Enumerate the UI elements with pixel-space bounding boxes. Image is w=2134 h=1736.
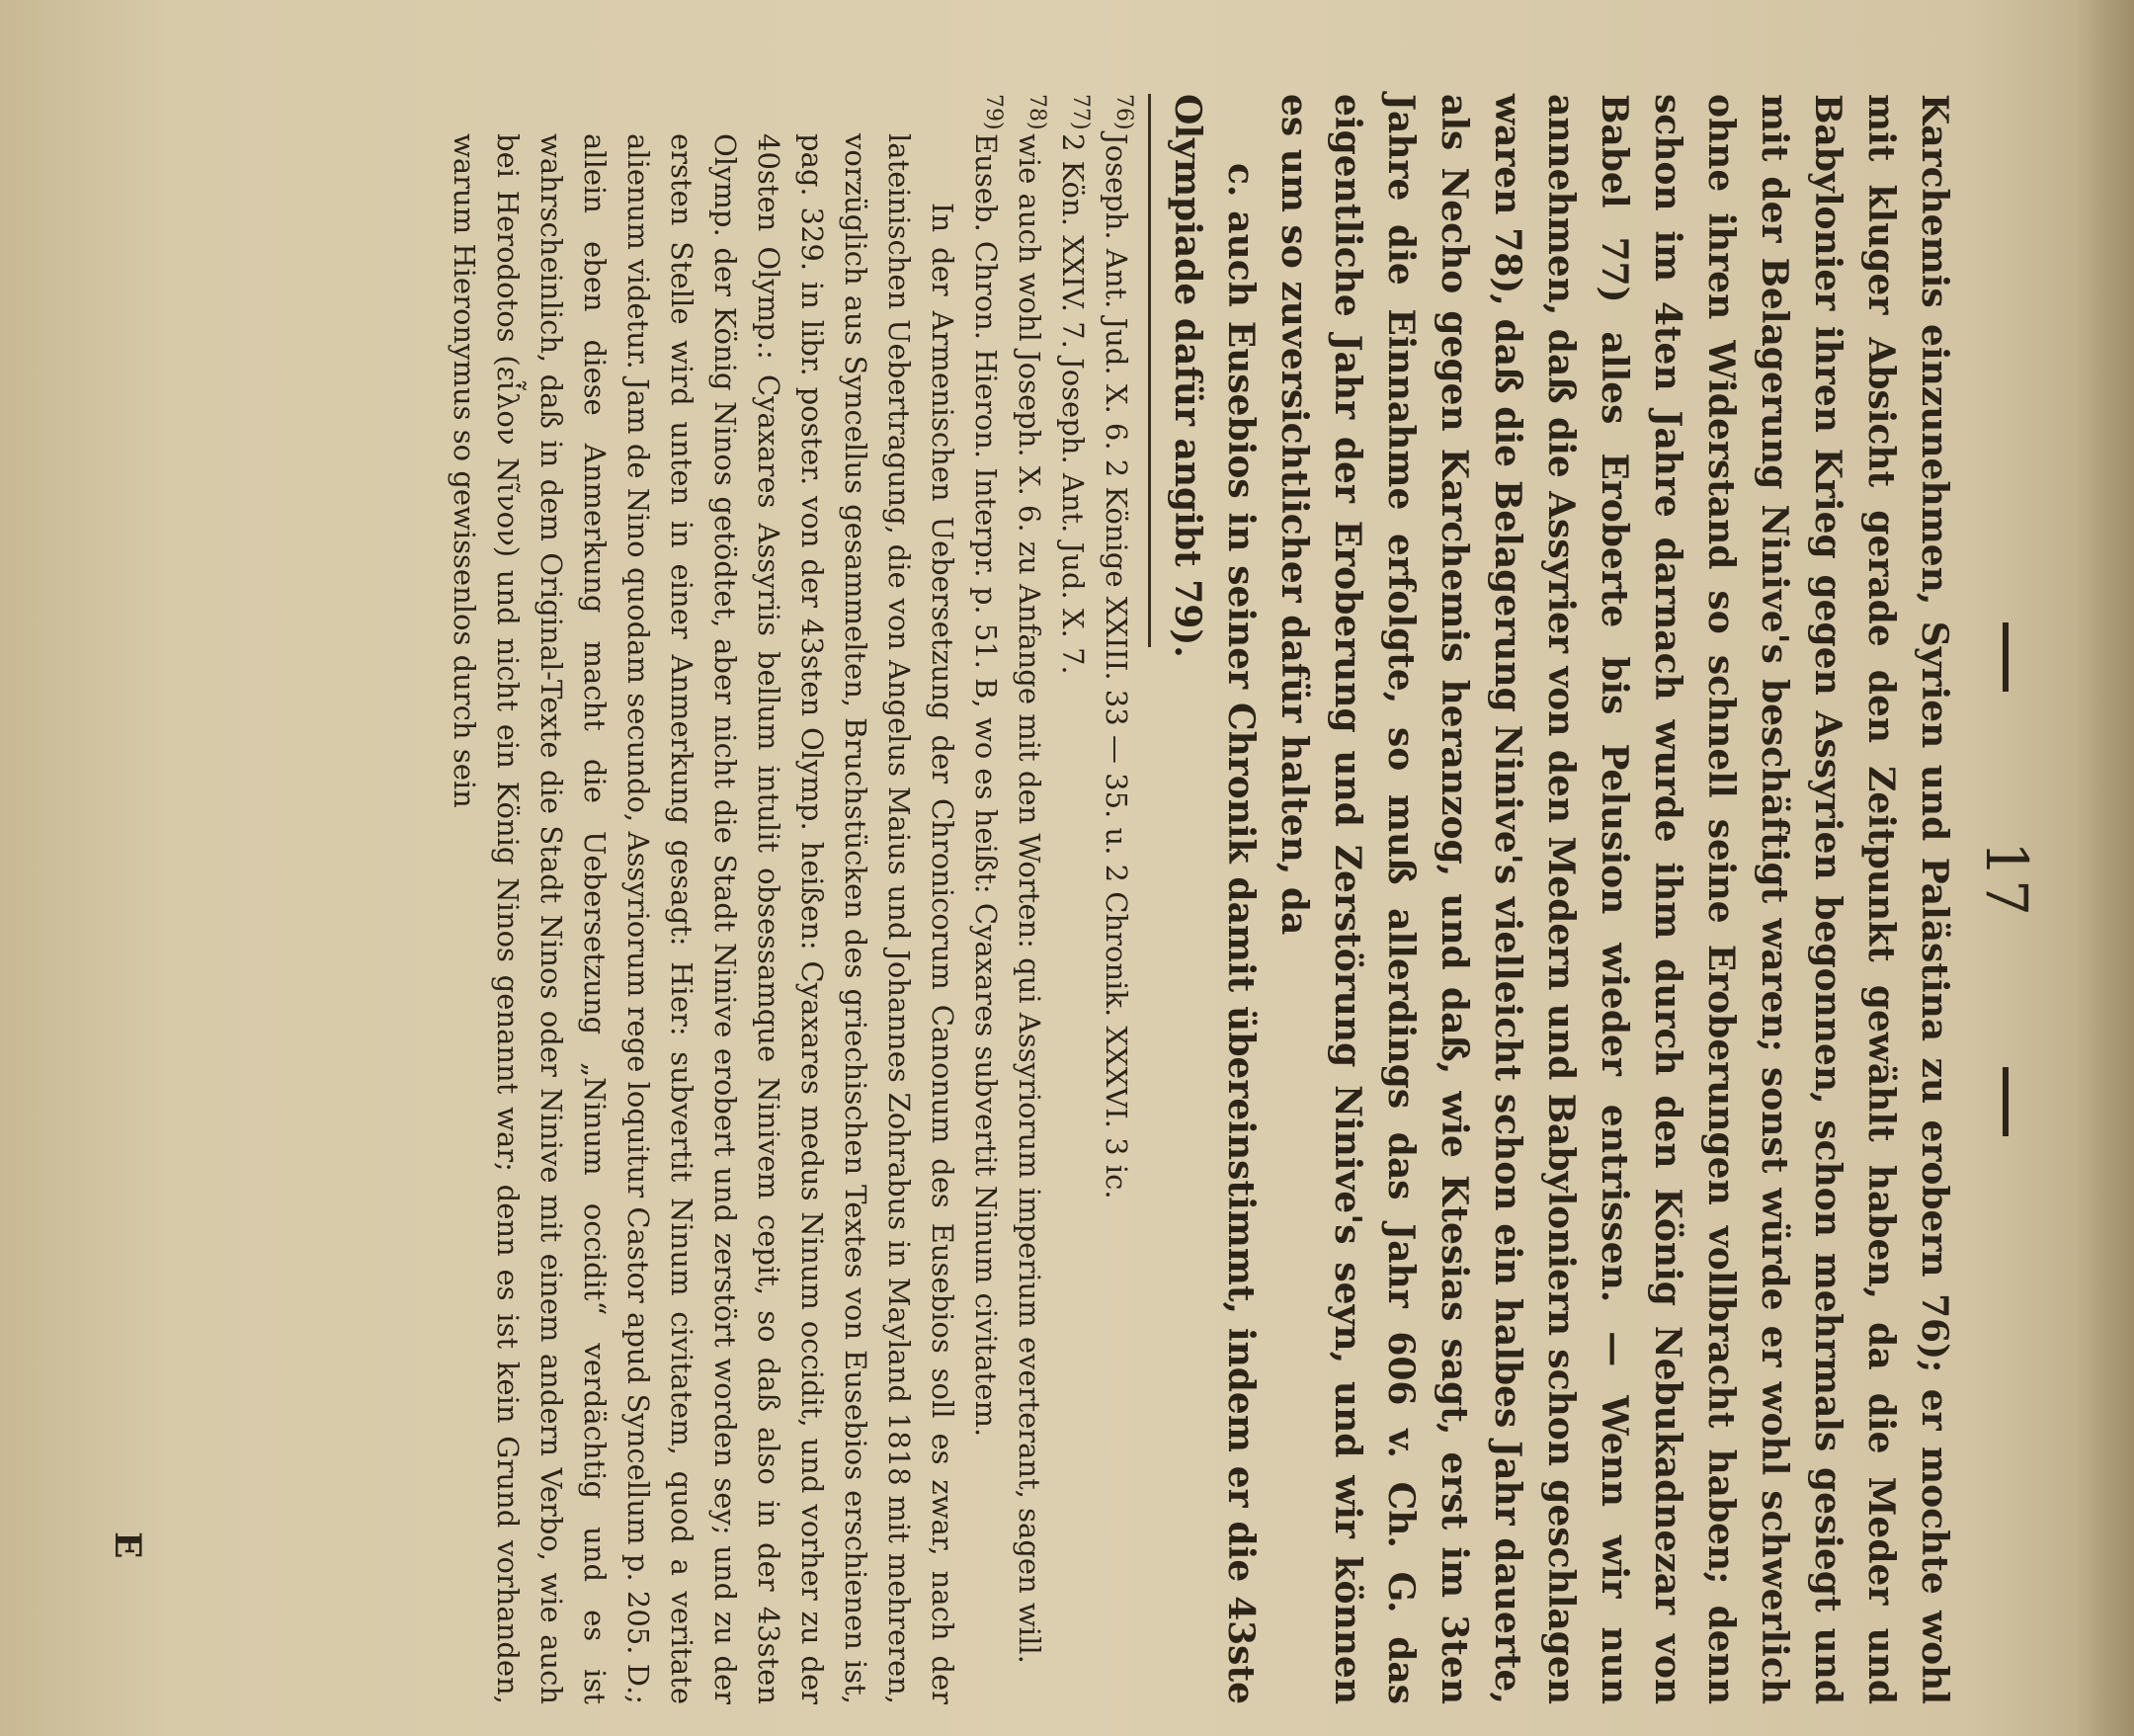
main-text-block <box>1161 94 1961 1704</box>
footnote-item: 77)2 Kön. XXIV. 7. Joseph. Ant. Jud. X. 7. <box>1056 94 1093 675</box>
footnote-continuation <box>443 94 964 1704</box>
footnote-item: 76)Joseph. Ant. Jud. X. 6. 2 Könige XXIII. 33 — 35. u. 2 Chronik. XXXVI. 3 ic. <box>1100 94 1136 1199</box>
header-dash-right <box>2003 1067 2009 1136</box>
footnote-item: 78)wie auch wohl Joseph. X. 6. zu Anfange mit den Worten: qui Assyriorum imperium everterant, sagen will. <box>1013 94 1049 1664</box>
footnote-item: 79)Euseb. Chron. Hieron. Interpr. p. 51. B, wo es heißt: Cyaxares subvertit Ninum civitatem. <box>969 94 1006 1438</box>
footnote-text: wie auch wohl Joseph. X. 6. zu Anfange mit den Worten: qui Assyriorum imperium everterant, sagen will. <box>1013 133 1046 1664</box>
footnotes-block <box>443 94 1138 1704</box>
footnote-text: 2 Kön. XXIV. 7. Joseph. Ant. Jud. X. 7. <box>1056 133 1090 675</box>
footnote-text: Euseb. Chron. Hieron. Interpr. p. 51. B, wo es heißt: Cyaxares subvertit Ninum civitatem. <box>969 133 1003 1438</box>
catchword: E <box>107 1531 148 1559</box>
main-paragraph: Karchemis einzunehmen, Syrien und Palästina zu erobern 76); er mochte wohl mit kluger Absicht gerade den Zeitpunkt gewählt haben, da die Meder und Babylonier ihren Krieg gegen Assyrien begonnen, schon mehrmals gesiegt und mit der Belagerung Ninive's beschäftigt waren; sonst würde er wohl schwerlich ohne ihren Widerstand so schnell seine Eroberungen vollbracht haben; denn schon im 4ten Jahre darnach wurde ihm durch den König Nebukadnezar von Babel 77) alles Eroberte bis Pelusion wieder entrissen. — Wenn wir nun annehmen, daß die Assyrier von den Medern und Babyloniern schon geschlagen waren 78), daß die Belagerung Ninive's vielleicht schon ein halbes Jahr dauerte, als Necho gegen Karchemis heranzog, und daß, wie Ktesias sagt, erst im 3ten Jahre die Einnahme erfolgte, so muß allerdings das Jahr 606 v. Ch. G. das eigentliche Jahr der Eroberung und Zerstörung Ninive's seyn, und wir können es um so zuversichtlicher dafür halten, da <box>1273 94 1955 1704</box>
main-paragraph: c. auch Eusebios in seiner Chronik damit übereinstimmt, indem er die 43ste Olympiade dafür angibt 79). <box>1167 94 1262 1704</box>
page-number: 17 <box>1973 841 2040 918</box>
footnote-paragraph: In der Armenischen Uebersetzung der Chronicorum Canonum des Eusebios soll es zwar, nach der lateinischen Uebertragung, die von Angelus Maius und Johannes Zohrabus in Mayland 1818 mit mehreren, vorzüglich aus Syncellus gesammelten, Bruchstücken des griechischen Textes von Eusebios erschienen ist, pag. 329. in libr. poster. von der 43sten Olymp. heißen: Cyaxares medus Ninum occidit, und vorher zu der 40sten Olymp.: Cyaxares Assyriis bellum intulit obsessamque Ninivem cepit, so daß also in der 43sten Olymp. der König Ninos getödtet, aber nicht die Stadt Ninive erobert und zerstört worden sey; und zu der ersten Stelle wird unten in einer Anmerkung gesagt: Hier: subvertit Ninum civitatem, quod a veritate alienum videtur. Jam de Nino quodam secundo, Assyriorum rege loquitur Castor apud Syncellum p. 205. D.; allein eben diese Anmerkung macht die Uebersetzung „Ninum occidit“ verdächtig und es ist wahrscheinlich, daß in dem Original-Texte die Stadt Ninos oder Ninive mit einem andern Verbo, wie auch bei Herodotos (εἷλον Νῖνον) und nicht ein König Ninos genannt war; denn es ist kein Grund vorhanden, warum Hieronymus so gewissenlos durch sein <box>448 133 959 1704</box>
page-header <box>1973 69 2040 1690</box>
footnote-text: Joseph. Ant. Jud. X. 6. 2 Könige XXIII. 33 — 35. u. 2 Chronik. XXXVI. 3 ic. <box>1100 133 1133 1199</box>
footnote-separator-rule <box>1148 94 1151 647</box>
